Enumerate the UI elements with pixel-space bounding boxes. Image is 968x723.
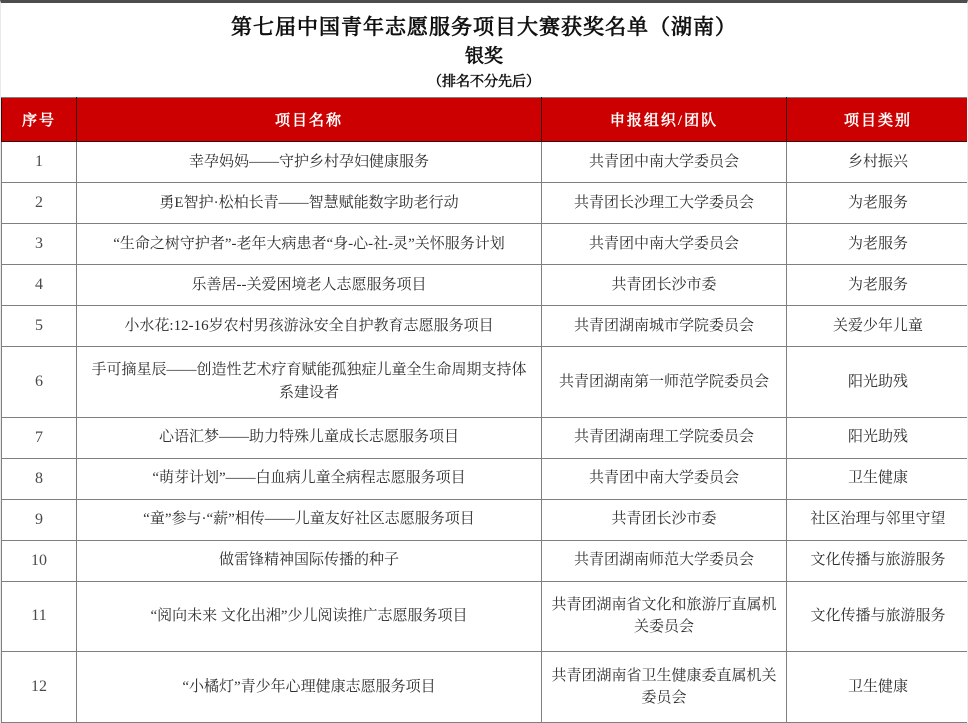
header-row — [2, 98, 968, 142]
header-cell-name: 项目名称 — [77, 98, 542, 142]
cell-category: 文化传播与旅游服务 — [787, 540, 968, 581]
page-title: 第七届中国青年志愿服务项目大赛获奖名单（湖南） — [231, 15, 737, 39]
cell-seq: 7 — [2, 417, 77, 458]
cell-org: 共青团湖南第一师范学院委员会 — [542, 346, 787, 417]
cell-org: 共青团湖南理工学院委员会 — [542, 417, 787, 458]
cell-name: “萌芽计划”——白血病儿童全病程志愿服务项目 — [77, 458, 542, 499]
table-row — [2, 142, 968, 183]
header-cell-category: 项目类别 — [787, 98, 968, 142]
cell-org: 共青团中南大学委员会 — [542, 458, 787, 499]
cell-seq: 3 — [2, 223, 77, 264]
cell-seq: 10 — [2, 540, 77, 581]
table-row — [2, 182, 968, 223]
ranking-note: （排名不分先后） — [428, 75, 540, 90]
cell-org: 共青团长沙市委 — [542, 264, 787, 305]
table-row — [2, 305, 968, 346]
table-row — [2, 223, 968, 264]
cell-seq: 2 — [2, 182, 77, 223]
cell-name: 心语汇梦——助力特殊儿童成长志愿服务项目 — [77, 417, 542, 458]
cell-seq: 1 — [2, 142, 77, 183]
cell-seq: 6 — [2, 346, 77, 417]
cell-org: 共青团湖南省卫生健康委直属机关委员会 — [542, 652, 787, 723]
header-cell-seq: 序号 — [2, 98, 77, 142]
cell-name: 小水花:12-16岁农村男孩游泳安全自护教育志愿服务项目 — [77, 305, 542, 346]
cell-name: 幸孕妈妈——守护乡村孕妇健康服务 — [77, 142, 542, 183]
cell-category: 阳光助残 — [787, 346, 968, 417]
table-header — [2, 98, 968, 142]
cell-name: “生命之树守护者”-老年大病患者“身-心-社-灵”关怀服务计划 — [77, 223, 542, 264]
cell-name: “小橘灯”青少年心理健康志愿服务项目 — [77, 652, 542, 723]
award-level-subtitle: 银奖 — [464, 46, 503, 67]
cell-name: 做雷锋精神国际传播的种子 — [77, 540, 542, 581]
cell-name: 手可摘星辰——创造性艺术疗育赋能孤独症儿童全生命周期支持体系建设者 — [77, 346, 542, 417]
table-row — [2, 458, 968, 499]
cell-category: 阳光助残 — [787, 417, 968, 458]
table-row — [2, 540, 968, 581]
header-cell-org: 申报组织/团队 — [542, 98, 787, 142]
table-row — [2, 581, 968, 652]
award-table — [1, 97, 968, 723]
cell-category: 关爱少年儿童 — [787, 305, 968, 346]
cell-seq: 12 — [2, 652, 77, 723]
cell-org: 共青团长沙理工大学委员会 — [542, 182, 787, 223]
cell-category: 社区治理与邻里守望 — [787, 499, 968, 540]
table-row — [2, 417, 968, 458]
cell-name: 勇E智护·松柏长青——智慧赋能数字助老行动 — [77, 182, 542, 223]
table-row — [2, 652, 968, 723]
cell-org: 共青团湖南城市学院委员会 — [542, 305, 787, 346]
cell-seq: 4 — [2, 264, 77, 305]
cell-org: 共青团中南大学委员会 — [542, 142, 787, 183]
table-row — [2, 264, 968, 305]
cell-category: 卫生健康 — [787, 458, 968, 499]
table-body — [2, 142, 968, 723]
cell-name: “童”参与·“薪”相传——儿童友好社区志愿服务项目 — [77, 499, 542, 540]
cell-seq: 9 — [2, 499, 77, 540]
cell-category: 为老服务 — [787, 264, 968, 305]
cell-category: 卫生健康 — [787, 652, 968, 723]
cell-category: 为老服务 — [787, 182, 968, 223]
cell-category: 文化传播与旅游服务 — [787, 581, 968, 652]
cell-seq: 5 — [2, 305, 77, 346]
cell-category: 乡村振兴 — [787, 142, 968, 183]
cell-name: 乐善居--关爱困境老人志愿服务项目 — [77, 264, 542, 305]
table-row — [2, 346, 968, 417]
cell-name: “阅向未来 文化出湘”少儿阅读推广志愿服务项目 — [77, 581, 542, 652]
cell-category: 为老服务 — [787, 223, 968, 264]
cell-org: 共青团中南大学委员会 — [542, 223, 787, 264]
cell-org: 共青团长沙市委 — [542, 499, 787, 540]
cell-seq: 8 — [2, 458, 77, 499]
cell-org: 共青团湖南师范大学委员会 — [542, 540, 787, 581]
cell-seq: 11 — [2, 581, 77, 652]
cell-org: 共青团湖南省文化和旅游厅直属机关委员会 — [542, 581, 787, 652]
title-block — [1, 3, 967, 97]
table-row — [2, 499, 968, 540]
